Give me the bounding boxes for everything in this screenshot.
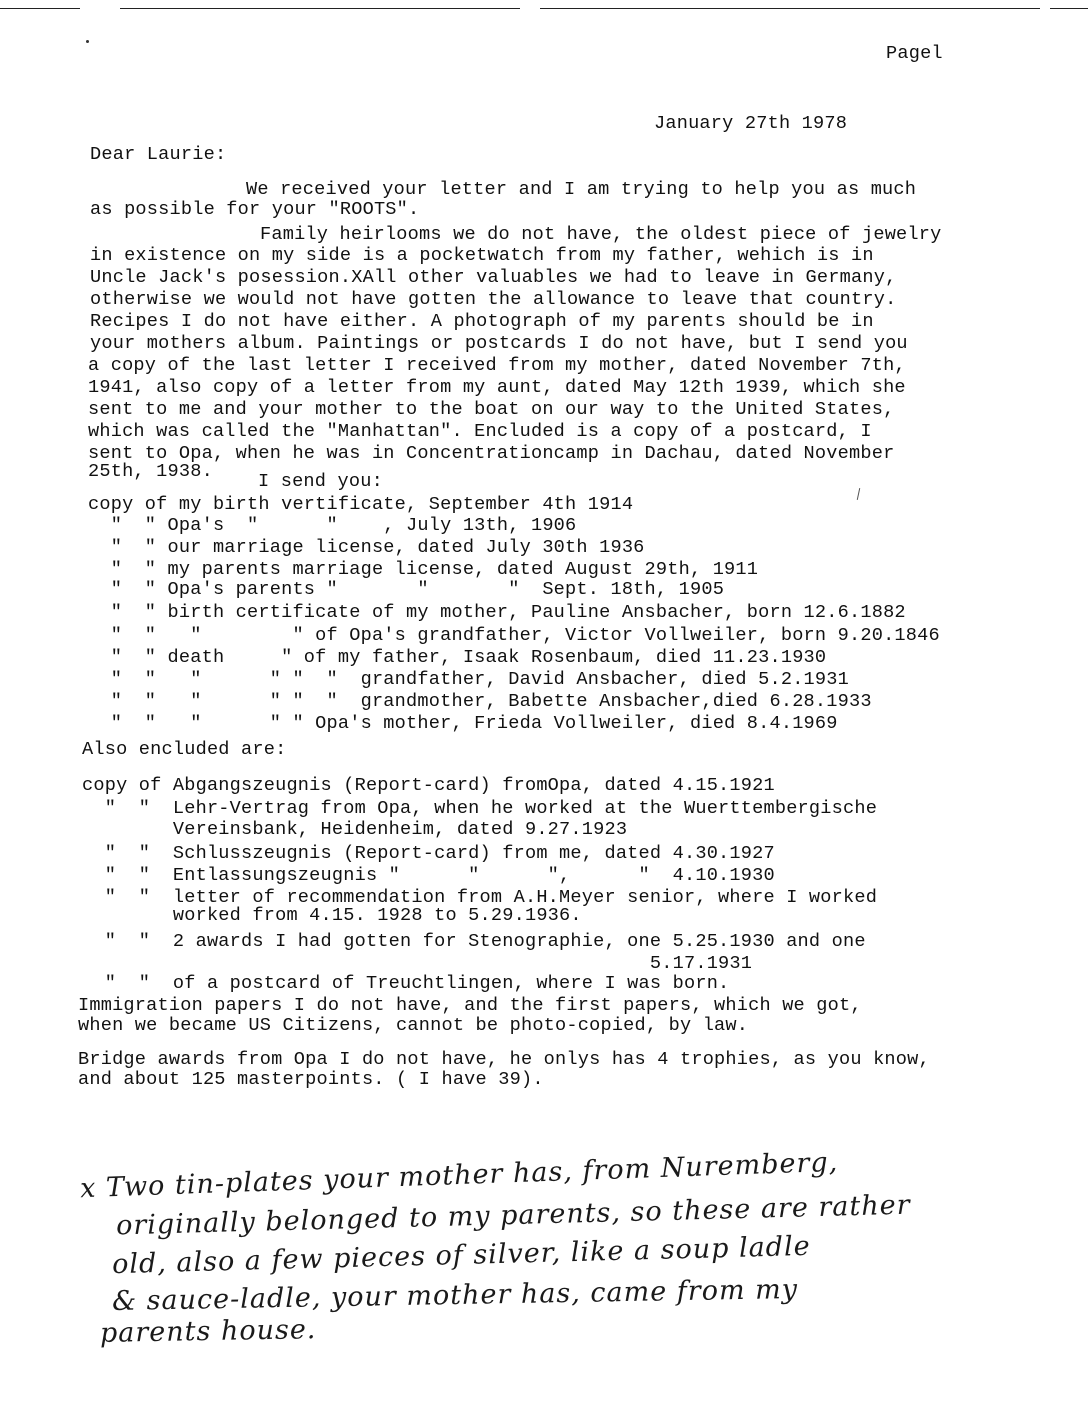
list-item: copy of my birth vertificate, September 4th 1914 xyxy=(88,494,634,515)
header-name: Pagel xyxy=(886,43,943,64)
list-item: worked from 4.15. 1928 to 5.29.1936. xyxy=(82,905,582,926)
list-item: " " 2 awards I had gotten for Stenographie, one 5.25.1930 and one xyxy=(82,931,866,952)
body-line: as possible for your "ROOTS". xyxy=(90,199,420,220)
handwritten-line: parents house. xyxy=(99,1314,317,1349)
body-line: Uncle Jack's posession.XAll other valuables we had to leave in Germany, xyxy=(90,267,897,288)
list-item: Vereinsbank, Heidenheim, dated 9.27.1923 xyxy=(82,819,628,840)
list-item: " " Opa's parents " " " Sept. 18th, 1905 xyxy=(88,579,725,600)
closing-line: when we became US Citizens, cannot be photo-copied, by law. xyxy=(78,1015,749,1036)
list-item: " " our marriage license, dated July 30th 1936 xyxy=(88,537,645,558)
closing-line: Immigration papers I do not have, and the first papers, which we got, xyxy=(78,995,862,1016)
handwritten-line: originally belonged to my parents, so these are rather xyxy=(115,1189,911,1242)
closing-line: Bridge awards from Opa I do not have, he onlys has 4 trophies, as you know, xyxy=(78,1049,930,1070)
handwritten-line: old, also a few pieces of silver, like a soup ladle xyxy=(111,1230,811,1281)
body-line: Family heirlooms we do not have, the oldest piece of jewelry xyxy=(260,224,942,245)
list-item: " " Entlassungszeugnis " " ", " 4.10.1930 xyxy=(82,865,775,886)
body-line: your mothers album. Paintings or postcards I do not have, but I send you xyxy=(90,333,908,354)
body-line: 25th, 1938. xyxy=(88,461,213,482)
list-item: " " letter of recommendation from A.H.Meyer senior, where I worked xyxy=(82,887,878,908)
list-item: copy of Abgangszeugnis (Report-card) fromOpa, dated 4.15.1921 xyxy=(82,775,775,796)
closing-line: and about 125 masterpoints. ( I have 39). xyxy=(78,1069,544,1090)
body-line: 1941, also copy of a letter from my aunt, dated May 12th 1939, which she xyxy=(88,377,906,398)
stray-mark xyxy=(86,40,89,43)
list-item: " " " " " " grandfather, David Ansbacher, died 5.2.1931 xyxy=(88,669,849,690)
handwritten-line: & sauce-ladle, your mother has, came from my xyxy=(111,1274,799,1317)
body-line: a copy of the last letter I received from my mother, dated November 7th, xyxy=(88,355,906,376)
body-line: which was called the "Manhattan". Encluded is a copy of a postcard, I xyxy=(88,421,872,442)
body-line: sent to me and your mother to the boat on our way to the United States, xyxy=(88,399,895,420)
list-item: " " death " of my father, Isaak Rosenbaum, died 11.23.1930 xyxy=(88,647,827,668)
rule-gap xyxy=(520,4,540,12)
list-item: " " " " " " grandmother, Babette Ansbacher,died 6.28.1933 xyxy=(88,691,872,712)
list-item: " " my parents marriage license, dated August 29th, 1911 xyxy=(88,559,759,580)
body-line: We received your letter and I am trying to help you as much xyxy=(246,179,917,200)
rule-gap xyxy=(1040,4,1050,12)
send-heading: I send you: xyxy=(258,471,383,492)
body-line: Recipes I do not have either. A photograph of my parents should be in xyxy=(90,311,874,332)
list-item: " " Schlusszeugnis (Report-card) from me, dated 4.30.1927 xyxy=(82,843,775,864)
list-item: 5.17.1931 xyxy=(82,953,753,974)
list-item: " " Opa's " " , July 13th, 1906 xyxy=(88,515,577,536)
list-item: " " of a postcard of Treuchtlingen, where I was born. xyxy=(82,973,730,994)
salutation: Dear Laurie: xyxy=(90,144,227,165)
handwritten-line: x Two tin-plates your mother has, from Nuremberg, xyxy=(79,1146,839,1205)
letter-date: January 27th 1978 xyxy=(654,113,848,134)
list-item: " " Lehr-Vertrag from Opa, when he worked at the Wuerttembergische xyxy=(82,798,878,819)
list-item: " " birth certificate of my mother, Pauline Ansbacher, born 12.6.1882 xyxy=(88,602,906,623)
body-line: sent to Opa, when he was in Concentrationcamp in Dachau, dated November xyxy=(88,443,895,464)
body-line: otherwise we would not have gotten the allowance to leave that country. xyxy=(90,289,897,310)
body-line: in existence on my side is a pocketwatch from my father, wehich is in xyxy=(90,245,874,266)
rule-gap xyxy=(80,4,120,12)
top-rule xyxy=(0,8,1088,9)
also-heading: Also encluded are: xyxy=(82,739,287,760)
stray-mark xyxy=(857,488,860,500)
list-item: " " " " " Opa's mother, Frieda Vollweiler, died 8.4.1969 xyxy=(88,713,838,734)
list-item: " " " " of Opa's grandfather, Victor Vollweiler, born 9.20.1846 xyxy=(88,625,940,646)
